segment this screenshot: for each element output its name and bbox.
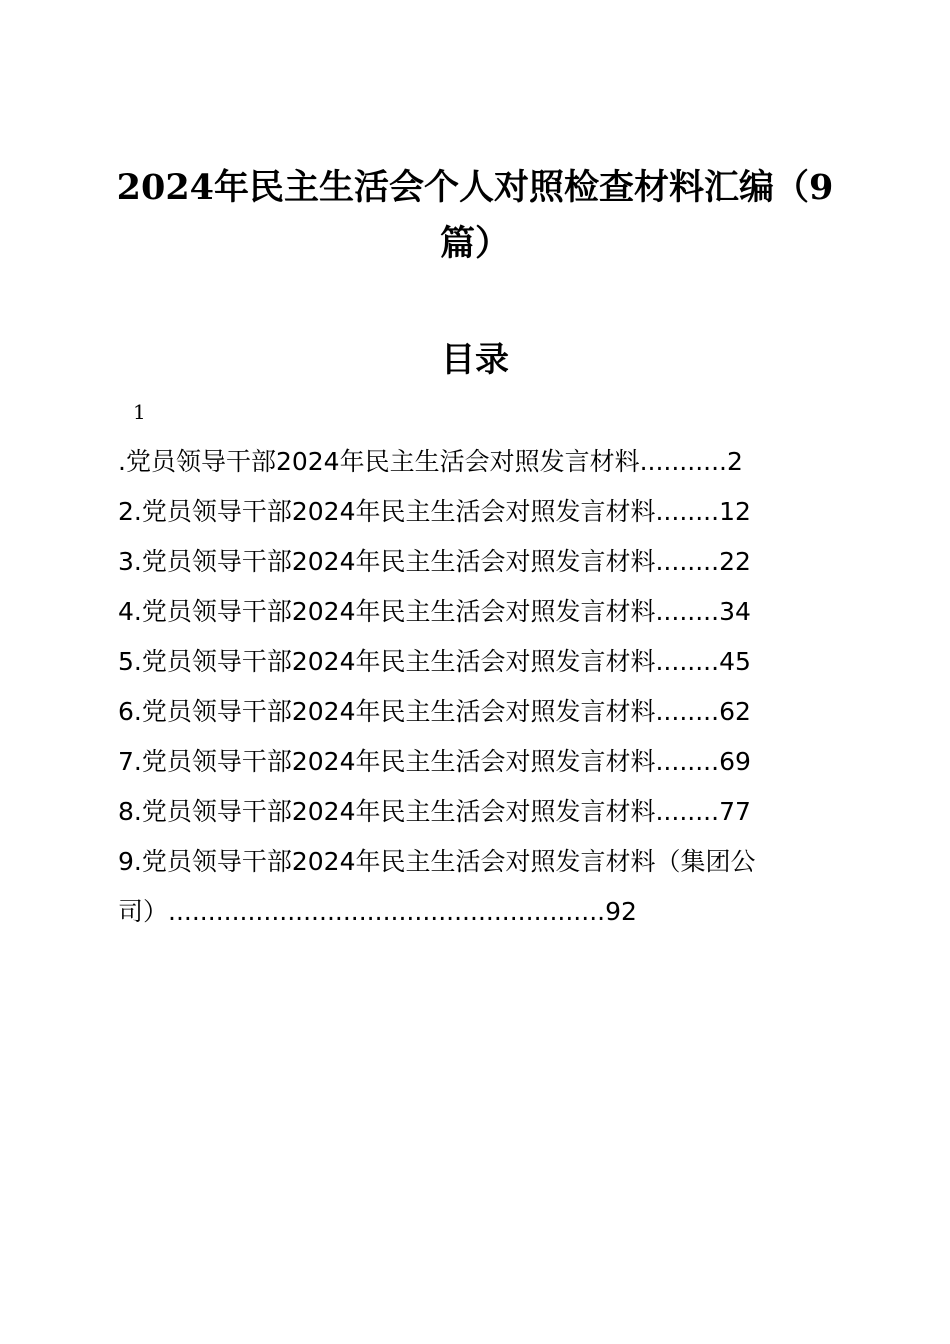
table-of-contents [118,437,838,937]
toc-page-number: 69 [719,747,751,776]
toc-entry-text-continued: 司） [118,897,169,926]
toc-page-number: 62 [719,697,751,726]
toc-dot-leader: ........ [655,647,720,676]
toc-entry-4[interactable] [118,587,838,637]
toc-page-number: 92 [605,897,637,926]
toc-entry-text: .党员领导干部2024年民主生活会对照发言材料 [118,447,640,476]
toc-dot-leader: ....................................................... [168,897,606,926]
toc-entry-7[interactable] [118,737,838,787]
toc-entry-8[interactable] [118,787,838,837]
toc-entry-3[interactable] [118,537,838,587]
toc-entry-2[interactable] [118,487,838,537]
toc-entry-text: 5.党员领导干部2024年民主生活会对照发言材料 [118,647,656,676]
toc-dot-leader: ........... [639,447,727,476]
document-title [100,160,850,272]
toc-entry-text: 9.党员领导干部2024年民主生活会对照发言材料（集团公 [118,847,756,876]
toc-page-number: 22 [719,547,751,576]
toc-entry-6[interactable] [118,687,838,737]
toc-entry-text: 7.党员领导干部2024年民主生活会对照发言材料 [118,747,656,776]
title-line-1: 2024年民主生活会个人对照检查材料汇编（9 [116,167,834,208]
toc-dot-leader: ........ [655,497,720,526]
toc-dot-leader: ........ [655,697,720,726]
toc-page-number: 45 [719,647,751,676]
toc-heading: 目录 [441,340,509,380]
title-line-2: 篇） [439,223,510,264]
toc-page-number: 2 [727,447,743,476]
toc-page-number: 12 [719,497,751,526]
toc-entry-5[interactable] [118,637,838,687]
toc-dot-leader: ........ [655,547,720,576]
toc-entry-9[interactable] [118,837,838,937]
toc-dot-leader: ........ [655,747,720,776]
toc-page-number: 34 [719,597,751,626]
toc-dot-leader: ........ [655,597,720,626]
toc-entry-text: 6.党员领导干部2024年民主生活会对照发言材料 [118,697,656,726]
toc-dot-leader: ........ [655,797,720,826]
toc-entry-1[interactable] [118,437,838,487]
toc-entry-text: 3.党员领导干部2024年民主生活会对照发言材料 [118,547,656,576]
toc-entry-text: 8.党员领导干部2024年民主生活会对照发言材料 [118,797,656,826]
toc-page-number: 77 [719,797,751,826]
toc-entry-text: 4.党员领导干部2024年民主生活会对照发言材料 [118,597,656,626]
toc-entry-text: 2.党员领导干部2024年民主生活会对照发言材料 [118,497,656,526]
stray-list-number: 1 [133,400,146,424]
